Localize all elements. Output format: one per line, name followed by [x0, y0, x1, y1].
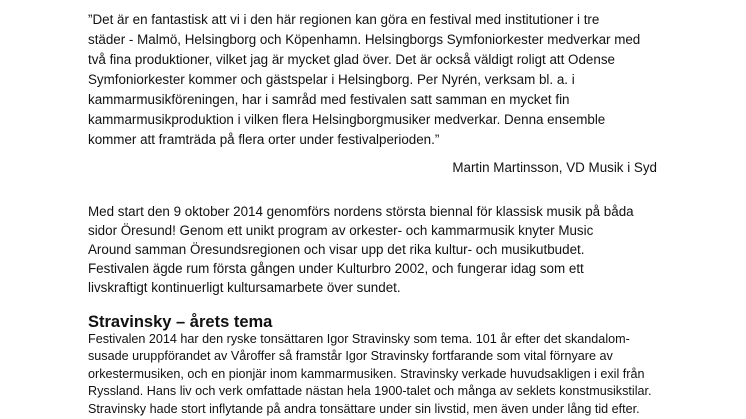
- section-heading: Stravinsky – årets tema: [88, 313, 273, 331]
- section-paragraph: [88, 331, 668, 418]
- section-line: susade uruppförandet av Våroffer så framstår Igor Stravinsky fortfarande som vital förnyare av: [88, 349, 613, 364]
- intro-line: livskraftigt kontinuerligt kultursamarbete över sundet.: [88, 280, 401, 295]
- intro-paragraph: [88, 202, 668, 297]
- section-line: Stravinsky hade stort inflytande på andra tonsättare under sin livstid, men även under lång tid efter.: [88, 401, 640, 416]
- intro-line: Festivalen ägde rum första gången under Kulturbro 2002, och fungerar idag som ett: [88, 261, 584, 276]
- section-line: Ryssland. Hans liv och verk omfattade nästan hela 1900-talet och många av seklets konstmusikstilar.: [88, 384, 652, 399]
- quote-line: kammarmusikproduktion i vilken flera Helsingborgmusiker medverkar. Denna ensemble: [88, 112, 606, 127]
- intro-line: Med start den 9 oktober 2014 genomförs nordens största biennal för klassisk musik på båda: [88, 204, 634, 219]
- quote-line: Symfoniorkester kommer och gästspelar i Helsingborg. Per Nyrén, verksam bl. a. i: [88, 72, 575, 87]
- quote-line: kammarmusikföreningen, har i samråd med festivalen satt samman en mycket fin: [88, 92, 570, 107]
- quote-line: kommer att framträda på flera orter under festivalperioden.”: [88, 132, 440, 147]
- quote-attribution: Martin Martinsson, VD Musik i Syd: [452, 160, 657, 175]
- section-line: orkestermusiken, och en pionjär inom kammarmusiken. Stravinsky verkade huvudsakligen i exil från: [88, 366, 645, 381]
- quote-line: två fina produktioner, vilket jag är mycket glad över. Det är också väldigt roligt att Odense: [88, 52, 615, 67]
- intro-line: Around samman Öresundsregionen och visar upp det rika kultur- och musikutbudet.: [88, 242, 585, 257]
- intro-line: sidor Öresund! Genom ett unikt program av orkester- och kammarmusik knyter Music: [88, 223, 594, 238]
- quote-paragraph: [88, 10, 668, 150]
- quote-line: städer - Malmö, Helsingborg och Köpenhamn. Helsingborgs Symfoniorkester medverkar med: [88, 32, 641, 47]
- section-line: Festivalen 2014 har den ryske tonsättaren Igor Stravinsky som tema. 101 år efter det skandalom-: [88, 332, 630, 346]
- quote-line: ”Det är en fantastisk att vi i den här regionen kan göra en festival med institutioner i tre: [88, 12, 600, 27]
